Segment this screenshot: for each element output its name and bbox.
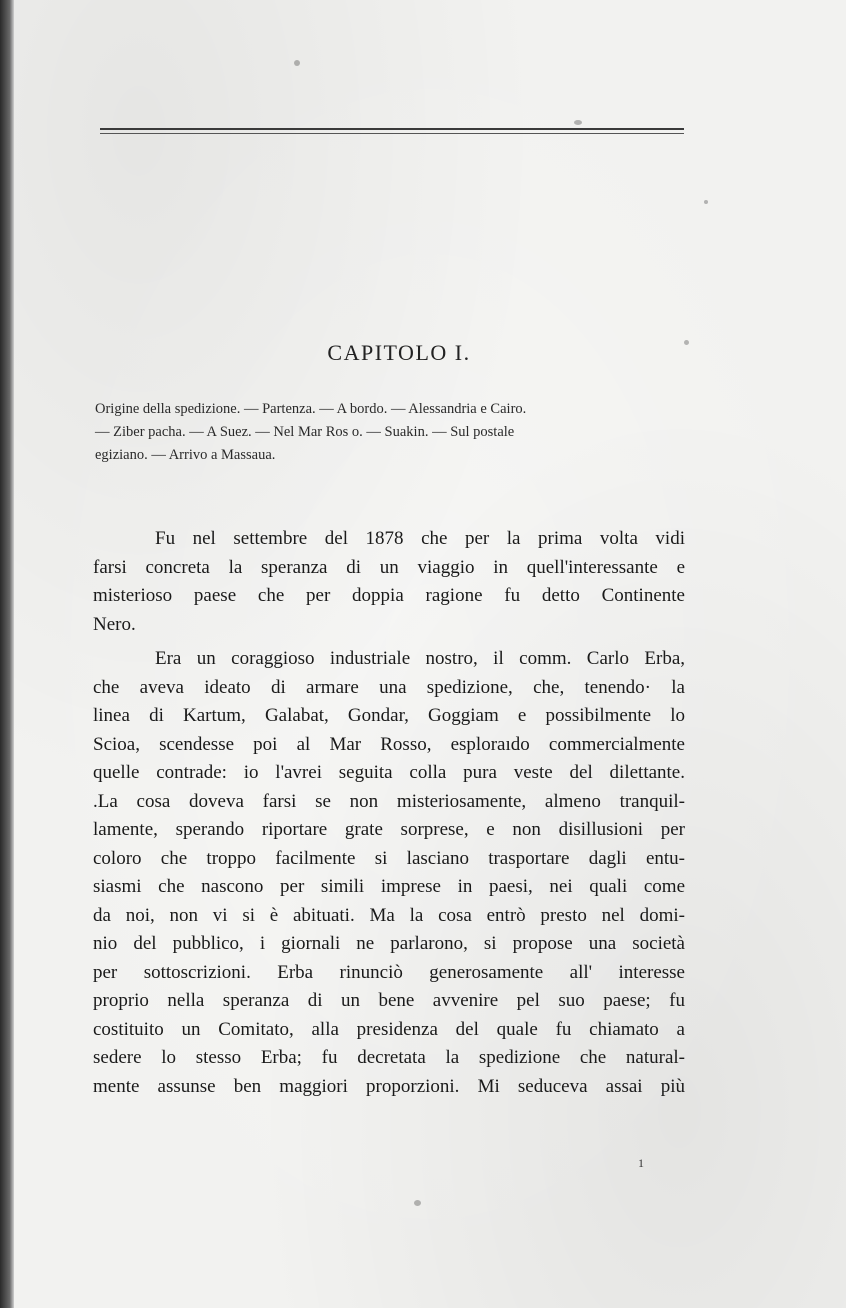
body-line: lamente, sperando riportare grate sorprese, e non disillusioni per	[93, 819, 685, 840]
body-line: Fu nel settembre del 1878 che per la prima volta vidi	[155, 528, 685, 549]
body-line: Era un coraggioso industriale nostro, il comm. Carlo Erba,	[155, 648, 685, 669]
body-line: siasmi che nascono per simili imprese in paesi, nei quali come	[93, 876, 685, 897]
body-line: nio del pubblico, i giornali ne parlarono, si propose una società	[93, 933, 685, 954]
body-line: da noi, non vi si è abituati. Ma la cosa entrò presto nel domi-	[93, 904, 685, 926]
body-line: .La cosa doveva farsi se non misteriosamente, almeno tranquil-	[93, 790, 685, 812]
scan-speck	[574, 120, 582, 125]
body-line: Nero.	[93, 613, 136, 635]
header-rule	[100, 128, 684, 137]
chapter-title: CAPITOLO I.	[327, 340, 471, 365]
summary-line: Origine della spedizione. — Partenza. — A bordo. — Alessandria e Cairo.	[95, 401, 527, 417]
body-line: farsi concreta la speranza di un viaggio in quell'interessante e	[93, 556, 685, 578]
body-line: quelle contrade: io l'avrei seguita colla pura veste del dilettante.	[93, 762, 685, 783]
body-line: Scioa, scendesse poi al Mar Rosso, esploraıdo commercialmente	[93, 733, 685, 755]
body-text	[93, 525, 685, 1101]
chapter-summary	[95, 398, 685, 467]
body-line: misterioso paese che per doppia ragione fu detto Continente	[93, 585, 685, 606]
book-page	[14, 0, 846, 1308]
scan-speck	[294, 60, 300, 66]
body-line: sedere lo stesso Erba; fu decretata la spedizione che natural-	[93, 1047, 685, 1068]
body-line: costituito un Comitato, alla presidenza del quale fu chiamato a	[93, 1018, 685, 1040]
body-line: che aveva ideato di armare una spedizione, che, tenendo· la	[93, 676, 685, 698]
body-line: proprio nella speranza di un bene avvenire pel suo paese; fu	[93, 990, 685, 1011]
scan-left-edge	[0, 0, 14, 1308]
body-line: per sottoscrizioni. Erba rinunciò generosamente all' interesse	[93, 961, 685, 983]
scan-speck	[704, 200, 708, 204]
header-rule-thin	[100, 133, 684, 134]
header-rule-thick	[100, 128, 684, 130]
scan-speck	[414, 1200, 421, 1206]
body-line: mente assunse ben maggiori proporzioni. Mi seduceva assai più	[93, 1075, 685, 1097]
page-number: 1	[638, 1156, 644, 1170]
summary-line: — Ziber pacha. — A Suez. — Nel Mar Ros o. — Suakin. — Sul postale	[95, 424, 515, 440]
body-line: coloro che troppo facilmente si lasciano trasportare dagli entu-	[93, 847, 685, 869]
summary-line: egiziano. — Arrivo a Massaua.	[95, 447, 276, 463]
body-line: linea di Kartum, Galabat, Gondar, Goggiam e possibilmente lo	[93, 705, 685, 726]
